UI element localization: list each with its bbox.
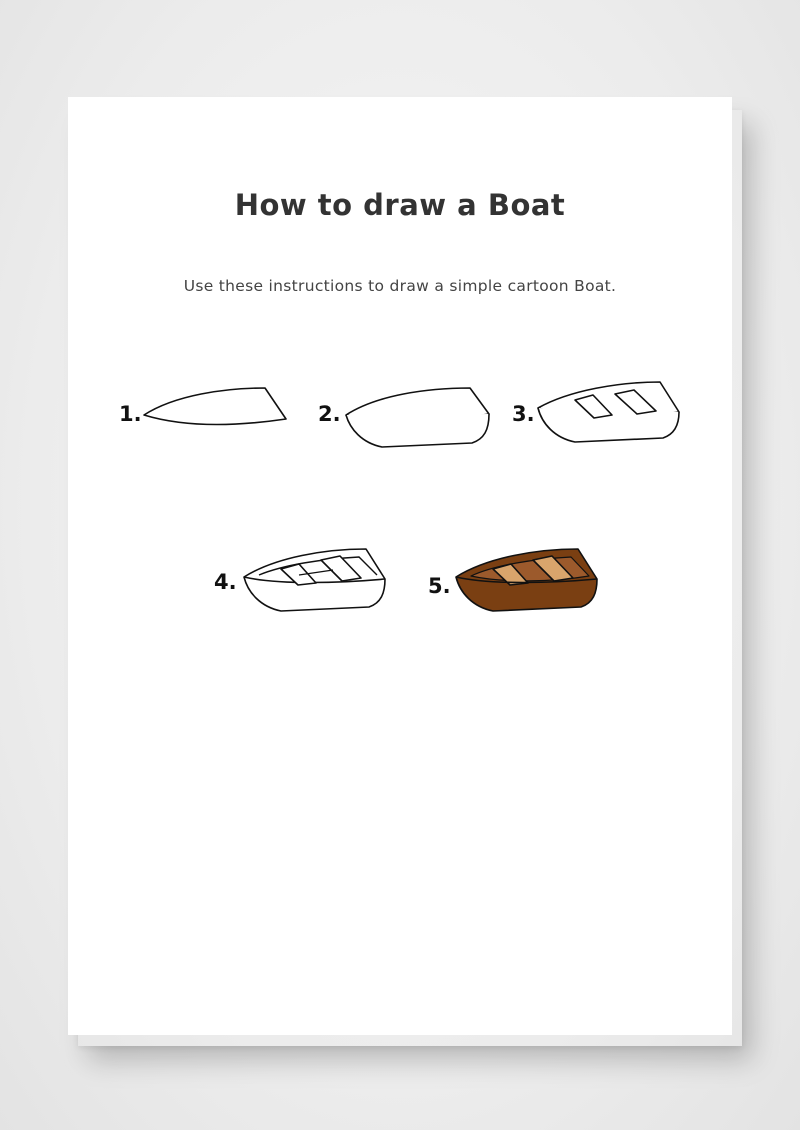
step-2-number: 2. <box>318 402 341 426</box>
step-3-number: 3. <box>512 402 535 426</box>
step-4-number: 4. <box>214 570 237 594</box>
step-3-boat-drawing <box>535 378 683 446</box>
page-title: How to draw a Boat <box>234 188 566 222</box>
step-4-boat-drawing <box>241 545 389 615</box>
step-5-number: 5. <box>428 574 451 598</box>
step-1-boat-drawing <box>140 385 290 431</box>
step-1-number: 1. <box>119 402 142 426</box>
step-5-boat-drawing <box>453 545 601 615</box>
step-2-boat-drawing <box>342 385 492 451</box>
page-subtitle: Use these instructions to draw a simple cartoon Boat. <box>183 277 617 295</box>
